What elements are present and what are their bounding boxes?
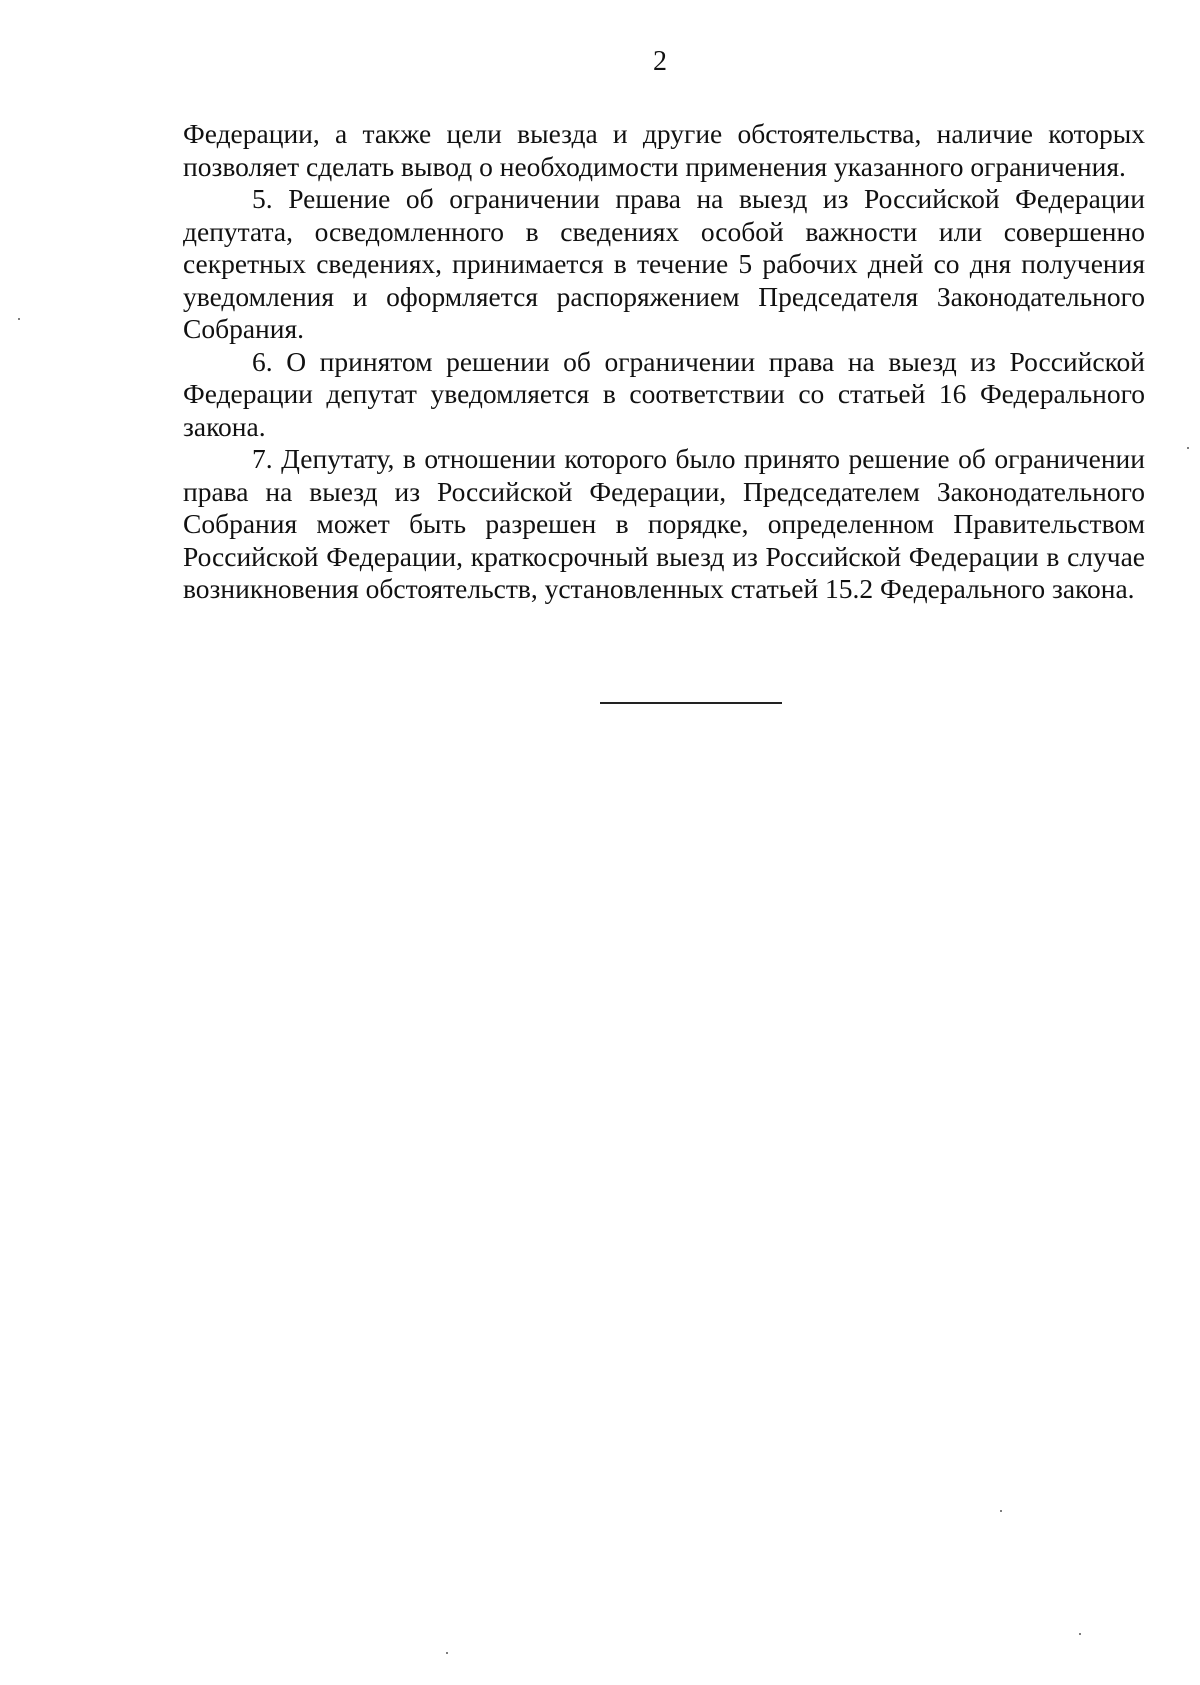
scan-speck	[1079, 1633, 1081, 1635]
paragraph-item-6: 6. О принятом решении об ограничении права на выезд из Российской Федерации депутат уведомляется в соответствии со статьей 16 Федерального закона.	[183, 345, 1145, 442]
paragraph-item-7: 7. Депутату, в отношении которого было принято решение об ограничении права на выезд из Российской Федерации, Председателем Законодательного Собрания может быть разрешен в порядке, определенном Правительством Российской Федерации, краткосрочный выезд из Российской Федерации в случае возникновения обстоятельств, установленных статьей 15.2 Федерального закона.	[183, 443, 1145, 604]
scan-speck	[1187, 447, 1189, 449]
end-of-text-rule	[600, 702, 782, 704]
paragraph-item-5: 5. Решение об ограничении права на выезд из Российской Федерации депутата, осведомленного в сведениях особой важности или совершенно секретных сведениях, принимается в течение 5 рабочих дней со дня получения уведомления и оформляется распоряжением Председателя Законодательного Собрания.	[183, 183, 1145, 344]
scan-speck	[1000, 1510, 1002, 1512]
scan-speck	[18, 318, 20, 320]
document-body	[183, 118, 1145, 606]
scan-speck	[446, 1652, 448, 1654]
paragraph-continuation: Федерации, а также цели выезда и другие обстоятельства, наличие которых позволяет сделать вывод о необходимости применения указанного ограничения.	[183, 118, 1145, 182]
page-number: 2	[653, 46, 667, 77]
